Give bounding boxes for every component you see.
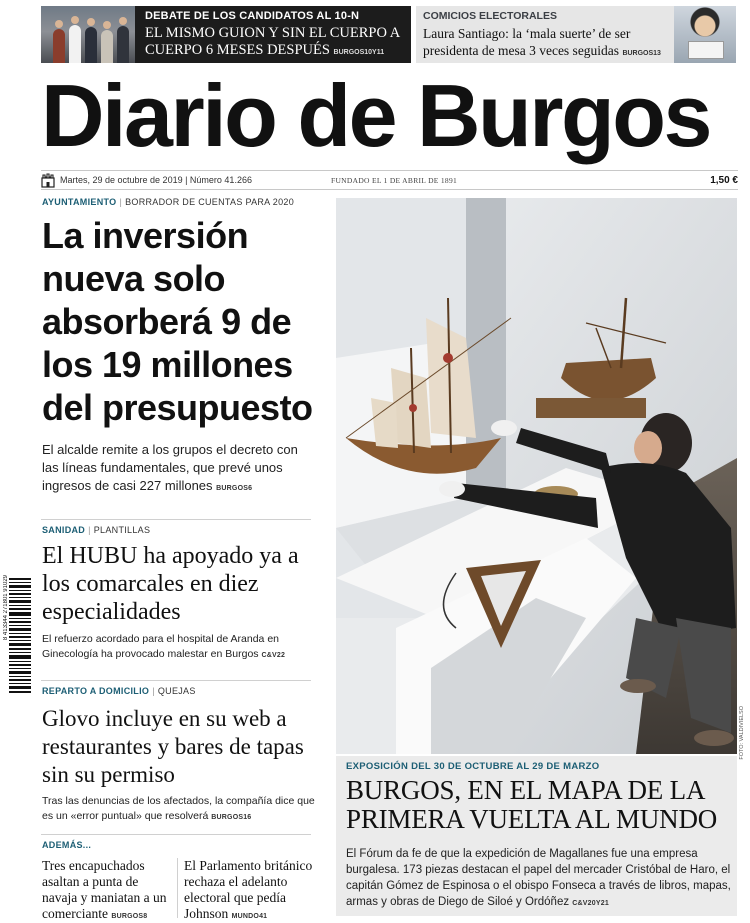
issue-date: Martes, 29 de octubre de 2019 | Número 41.266 bbox=[60, 175, 252, 185]
lead-summary-text: El alcalde remite a los grupos el decreto con las líneas fundamentales, que prevé unos ingresos de casi 227 millones bbox=[42, 442, 298, 493]
museum-scene-image bbox=[336, 198, 737, 754]
lead-kicker: AYUNTAMIENTO | BORRADOR DE CUENTAS PARA 2020 bbox=[42, 197, 295, 207]
promo-debate-photo bbox=[41, 6, 135, 63]
glovo-summary-text: Tras las denuncias de los afectados, la compañía dice que es un «error puntual» que resolverá bbox=[42, 795, 315, 822]
glovo-headline[interactable]: Glovo incluye en su web a restaurantes y bares de tapas sin su permiso bbox=[42, 706, 304, 787]
brief-robbery-page-ref: BURGOS8 bbox=[111, 913, 148, 920]
hubu-summary bbox=[42, 632, 317, 662]
hubu-kicker-topic: PLANTILLAS bbox=[93, 525, 151, 535]
glovo-page-ref: BURGOS16 bbox=[211, 814, 252, 821]
issue-price: 1,50 € bbox=[710, 175, 738, 186]
feature-summary bbox=[346, 846, 731, 910]
lead-headline[interactable]: La inversión nueva solo absorberá 9 de los 19 millones del presupuesto bbox=[42, 215, 313, 428]
lead-summary bbox=[42, 441, 317, 495]
promo-elecciones-photo bbox=[674, 6, 736, 63]
more-kicker-label: ADEMÁS... bbox=[42, 840, 92, 850]
brief-robbery-headline[interactable] bbox=[42, 858, 172, 922]
photo-credit: FOTO: VALDIVIELSO bbox=[739, 706, 745, 760]
promo-elecciones[interactable] bbox=[416, 6, 736, 63]
brief-robbery-text: Tres encapuchados asaltan a punta de navaja y maniatan a un comerciante bbox=[42, 858, 167, 921]
barcode-number: 8 413344 271801 91029 bbox=[3, 575, 9, 641]
section-divider bbox=[41, 519, 311, 520]
promo-debate-headline-text: EL MISMO GUION Y SIN EL CUERPO A CUERPO 6 MESES DESPUÉS bbox=[145, 25, 400, 58]
lead-kicker-topic: BORRADOR DE CUENTAS PARA 2020 bbox=[125, 197, 295, 207]
brief-parliament-page-ref: MUNDO41 bbox=[231, 913, 268, 920]
promo-debate[interactable] bbox=[41, 6, 411, 63]
promo-debate-headline[interactable] bbox=[145, 25, 407, 59]
section-divider bbox=[41, 680, 311, 681]
city-crest-icon bbox=[41, 173, 55, 188]
brief-parliament-text: El Parlamento británico rechaza el adelanto electoral que pedía Johnson bbox=[184, 858, 313, 921]
hubu-kicker: SANIDAD | PLANTILLAS bbox=[42, 525, 151, 535]
dateline-bar bbox=[41, 170, 738, 190]
promo-elecciones-headline-text: Laura Santiago: la ‘mala suerte’ de ser presidenta de mesa 3 veces seguidas bbox=[423, 26, 631, 58]
newspaper-masthead[interactable]: Diario de Burgos bbox=[41, 66, 710, 165]
feature-page-ref: C&V20Y21 bbox=[572, 900, 609, 907]
lead-page-ref: BURGOS6 bbox=[216, 485, 253, 492]
founded-note: FUNDADO EL 1 DE ABRIL DE 1891 bbox=[331, 176, 458, 185]
feature-summary-text: El Fórum da fe de que la expedición de Magallanes fue una empresa burgalesa. 173 piezas destacan el papel del mercader Cristóbal de Haro, el capitán Gómez de Espinosa o el obispo Fonseca a través de libros, mapas, armas y obras de Diego de Siloé y Ordóñez bbox=[346, 848, 731, 908]
promo-debate-page-ref: BURGOS10Y11 bbox=[333, 49, 385, 56]
promo-elecciones-headline[interactable] bbox=[423, 26, 671, 59]
promo-debate-kicker: DEBATE DE LOS CANDIDATOS AL 10-N bbox=[145, 10, 360, 22]
glovo-kicker-section: REPARTO A DOMICILIO bbox=[42, 686, 150, 696]
hubu-summary-text: El refuerzo acordado para el hospital de Aranda en Ginecología ha provocado malestar en Burgos bbox=[42, 633, 279, 660]
feature-kicker: EXPOSICIÓN DEL 30 DE OCTUBRE AL 29 DE MARZO bbox=[346, 761, 600, 772]
hubu-page-ref: C&V22 bbox=[261, 652, 286, 659]
feature-headline[interactable]: BURGOS, EN EL MAPA DE LA PRIMERA VUELTA AL MUNDO bbox=[346, 775, 718, 834]
lead-kicker-section: AYUNTAMIENTO bbox=[42, 197, 117, 207]
glovo-summary bbox=[42, 794, 322, 824]
hubu-headline[interactable]: El HUBU ha apoyado ya a los comarcales en diez especialidades bbox=[42, 543, 299, 625]
promo-elecciones-page-ref: BURGOS13 bbox=[622, 49, 661, 57]
feature-box[interactable] bbox=[336, 756, 737, 916]
section-divider bbox=[41, 834, 311, 835]
hubu-kicker-section: SANIDAD bbox=[42, 525, 86, 535]
glovo-kicker-topic: QUEJAS bbox=[157, 686, 196, 696]
main-photo[interactable] bbox=[336, 198, 737, 754]
glovo-kicker: REPARTO A DOMICILIO | QUEJAS bbox=[42, 686, 196, 696]
brief-parliament-headline[interactable] bbox=[184, 858, 320, 922]
more-kicker bbox=[42, 840, 91, 850]
promo-elecciones-kicker: COMICIOS ELECTORALES bbox=[423, 10, 557, 22]
brief-divider bbox=[177, 858, 178, 918]
